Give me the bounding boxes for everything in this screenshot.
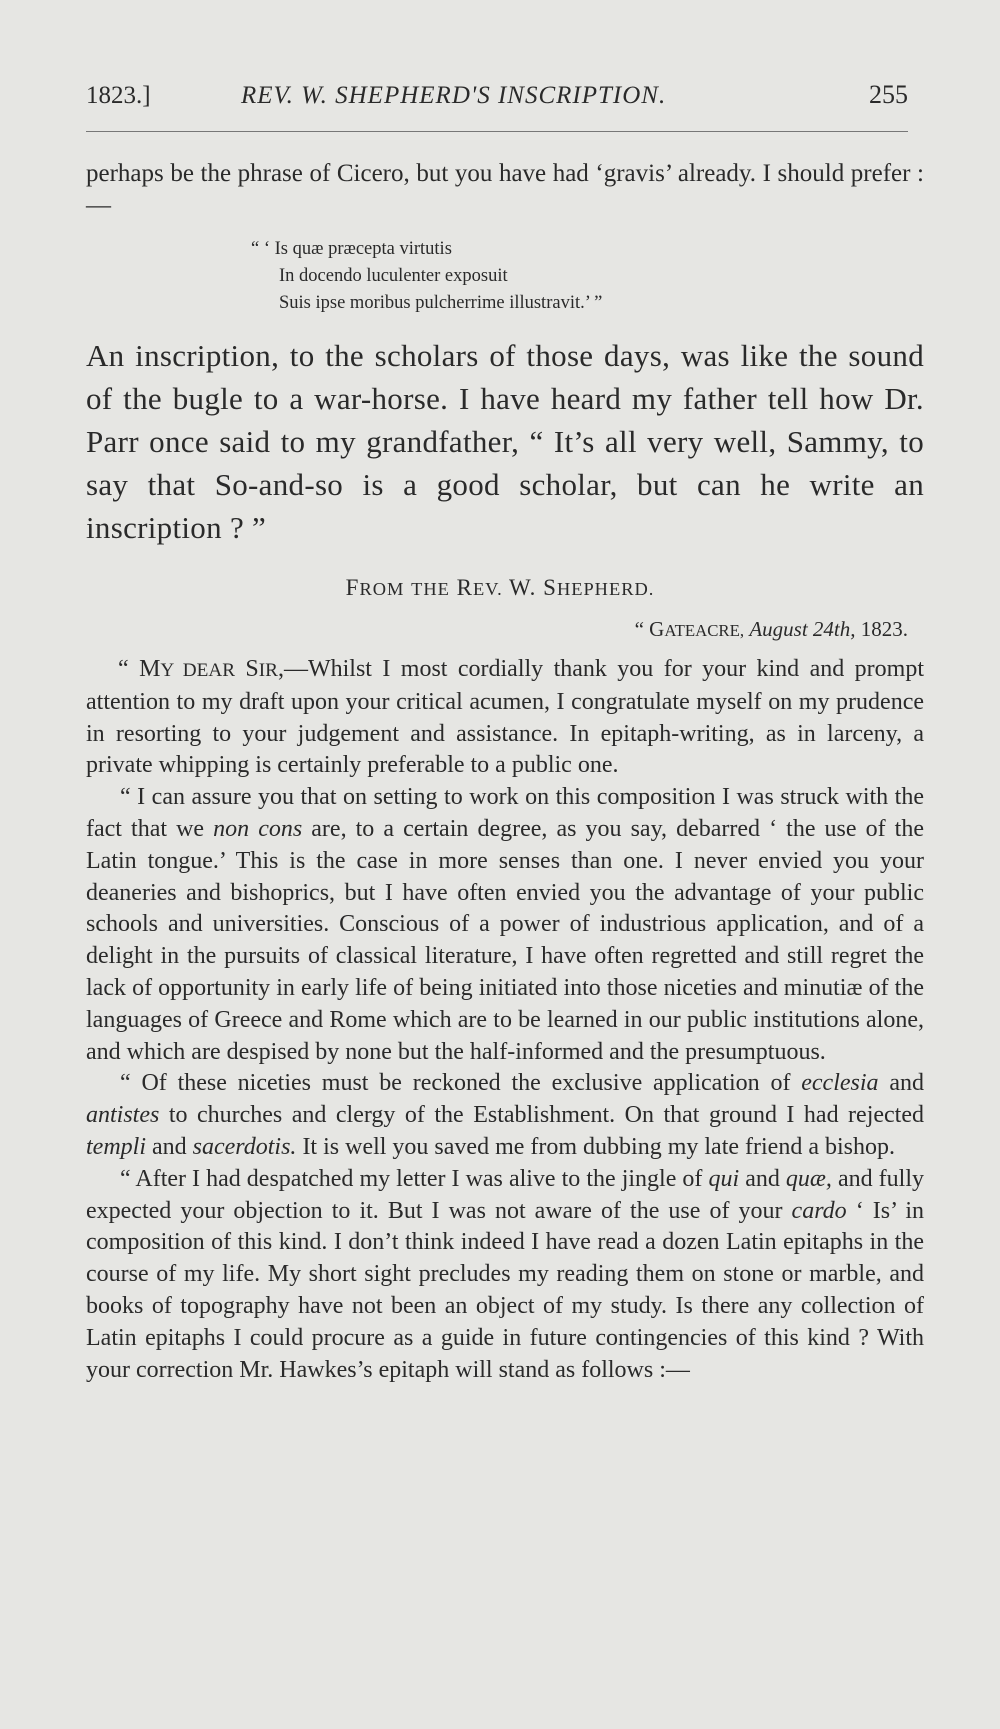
- p3-italic-3: templi: [86, 1133, 146, 1160]
- letter-paragraph-2: [86, 782, 924, 1068]
- p3-c: to churches and clergy of the Establishment. On that ground I had rejected: [159, 1102, 924, 1129]
- dateline: [635, 617, 908, 642]
- running-header: [86, 78, 908, 118]
- p4-d: ‘ Is’ in composition of this kind. I don’t think indeed I have read a dozen Latin epitaphs in the course of my life. My short sight precludes my reading them on stone or marble, and books of topography have not been an object of my study. Is there any collection of Latin epitaphs I could procure as a guide in future contingencies of this kind ? With your correction Mr. Hawkes’s epitaph will stand as follows :—: [86, 1197, 925, 1383]
- heading-s: S: [543, 575, 557, 600]
- header-title: REV. W. SHEPHERD'S INSCRIPTION.: [241, 82, 667, 109]
- parr-quote: “ It’s all very well, Sammy, to say that So-and-so is a good scholar, but can he write an inscription ? ”: [86, 424, 924, 545]
- letter-paragraph-1: [86, 654, 924, 782]
- letter-paragraph-3: [86, 1068, 924, 1163]
- p2-a: “ I can assure you that on setting to work on this composition I was struck with the fact that we: [86, 784, 924, 842]
- dateline-place: ATEACRE,: [664, 621, 745, 640]
- p2-b: are, to a certain degree, as you say, debarred ‘ the use of the Latin tongue.’ This is the case in more senses than one. I never envied you your deaneries and bishoprics, but I have often envied you the advantage of your public schools and universities. Conscious of a power of industrious application, and of a delight in the pursuits of classical literature, I have often regretted and still regret the lack of opportunity in early life of being initiated into those niceties and minutiæ of the languages of Greece and Rome which are to be learned in our public institutions alone, and which are despised by none but the half-informed and the presumptuous.: [86, 815, 924, 1065]
- p4-italic-1: qui: [708, 1165, 740, 1192]
- verse-line-3: Suis ipse moribus pulcherrime illustravit.’ ”: [279, 293, 603, 313]
- p2-italic-1: non cons: [213, 815, 303, 842]
- p4-italic-2: quæ,: [785, 1165, 832, 1192]
- latin-verse: [251, 236, 602, 317]
- p3-a: “ Of these niceties must be reckoned the exclusive application of: [120, 1070, 802, 1097]
- verse-line-2: In docendo luculenter exposuit: [279, 266, 508, 286]
- p3-italic-2: antistes: [86, 1102, 160, 1129]
- heading-r: R: [456, 575, 473, 600]
- p4-b: and: [739, 1165, 786, 1192]
- p3-italic-1: ecclesia: [801, 1070, 879, 1097]
- page-number: 255: [869, 80, 908, 109]
- header-year: 1823.]: [86, 82, 151, 109]
- letter-heading: [0, 575, 1000, 601]
- dateline-open: “ G: [634, 617, 665, 641]
- dateline-year: 1823.: [860, 617, 908, 641]
- p1-s: S: [245, 656, 259, 682]
- p3-italic-4: sacerdotis.: [192, 1133, 297, 1160]
- p3-e: It is well you saved me from dubbing my late friend a bishop.: [296, 1133, 895, 1160]
- p4-italic-3: cardo: [791, 1197, 847, 1224]
- p1-ir: IR: [258, 660, 278, 681]
- dateline-date: August 24th,: [749, 617, 856, 641]
- p3-d: and: [146, 1133, 193, 1160]
- heading-w: W.: [509, 575, 537, 600]
- lead-paragraph: [86, 334, 924, 549]
- letter-body: [86, 654, 924, 1386]
- p3-b: and: [878, 1070, 924, 1097]
- verse-line-1: “ ‘ Is quæ præcepta virtutis: [251, 239, 452, 259]
- heading-rom: ROM: [359, 579, 405, 599]
- heading-hepherd: HEPHERD.: [556, 579, 655, 599]
- letter-paragraph-4: [86, 1164, 924, 1387]
- p4-a: “ After I had despatched my letter I was alive to the jingle of: [120, 1165, 709, 1192]
- p1-open: “ M: [118, 656, 161, 682]
- p1-salutation: Y DEAR: [160, 660, 235, 681]
- lead-text: An inscription, to the scholars of those days, was like the sound of the bugle to a war-horse. I have heard my father tell how Dr. Parr once said to my grandfather,: [86, 338, 924, 459]
- p4-c: and fully expected your objection to it. But I was not aware of the use of your: [86, 1165, 924, 1224]
- p1-text: ,—Whilst I most cordially thank you for your kind and prompt attention to my draft upon your critical acumen, I congratulate myself on my prudence in resorting to your judgement and assistance. In epitaph-writing, as in larceny, a private whipping is certainly preferable to a public one.: [86, 656, 924, 779]
- heading-the: THE: [411, 579, 450, 599]
- header-rule: [86, 131, 908, 132]
- intro-paragraph: perhaps be the phrase of Cicero, but you have had ‘gravis’ already. I should prefer :—: [86, 160, 924, 219]
- heading-f: F: [345, 575, 360, 600]
- heading-ev: EV.: [472, 579, 503, 599]
